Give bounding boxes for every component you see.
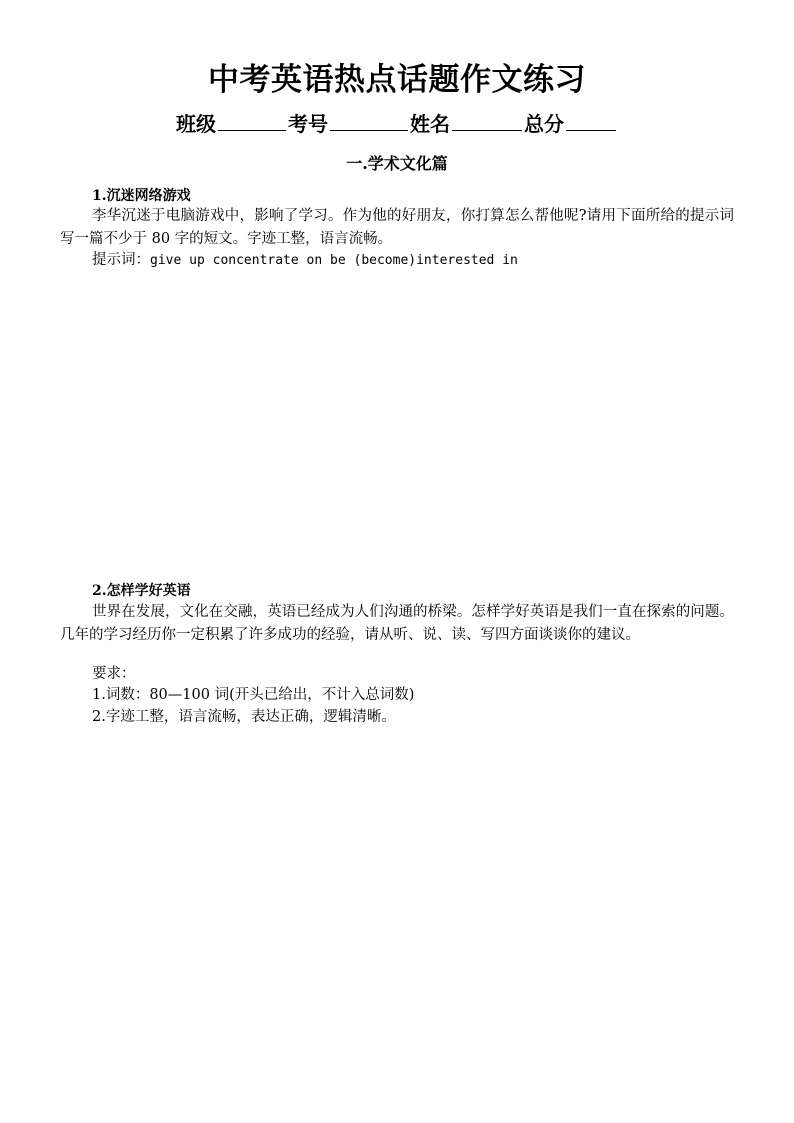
class-blank[interactable] xyxy=(218,110,286,131)
score-blank[interactable] xyxy=(566,110,616,131)
question-2-heading: 2.怎样学好英语 xyxy=(92,583,191,599)
exam-no-label: 考号 xyxy=(288,112,328,136)
hint-words: give up concentrate on be (become)interested in xyxy=(150,253,518,268)
name-label: 姓名 xyxy=(410,112,450,136)
requirement-2: 2.字迹工整，语言流畅，表达正确，逻辑清晰。 xyxy=(92,709,396,725)
section-title: 一.学术文化篇 xyxy=(346,154,448,173)
exam-no-blank[interactable] xyxy=(330,110,408,131)
class-label: 班级 xyxy=(176,112,216,136)
question-1-prompt: 李华沉迷于电脑游戏中，影响了学习。作为他的好朋友，你打算怎么帮他呢?请用下面所给的提示词写一篇不少于 80 字的短文。字迹工整，语言流畅。 xyxy=(60,208,734,247)
name-blank[interactable] xyxy=(452,110,522,131)
page-title: 中考英语热点话题作文练习 xyxy=(208,62,586,98)
requirement-1: 1.词数：80—100 词(开头已给出，不计入总词数) xyxy=(92,687,415,703)
student-info-line xyxy=(0,110,794,138)
score-label: 总分 xyxy=(524,112,564,136)
question-1-heading: 1.沉迷网络游戏 xyxy=(92,188,191,204)
question-2-prompt: 世界在发展，文化在交融，英语已经成为人们沟通的桥梁。怎样学好英语是我们一直在探索的问题。几年的学习经历你一定积累了许多成功的经验，请从听、说、读、写四方面谈谈你的建议。 xyxy=(60,604,734,643)
requirements-label: 要求： xyxy=(92,666,136,682)
question-1-hint-line xyxy=(92,249,518,272)
hint-label: 提示词： xyxy=(92,252,150,268)
